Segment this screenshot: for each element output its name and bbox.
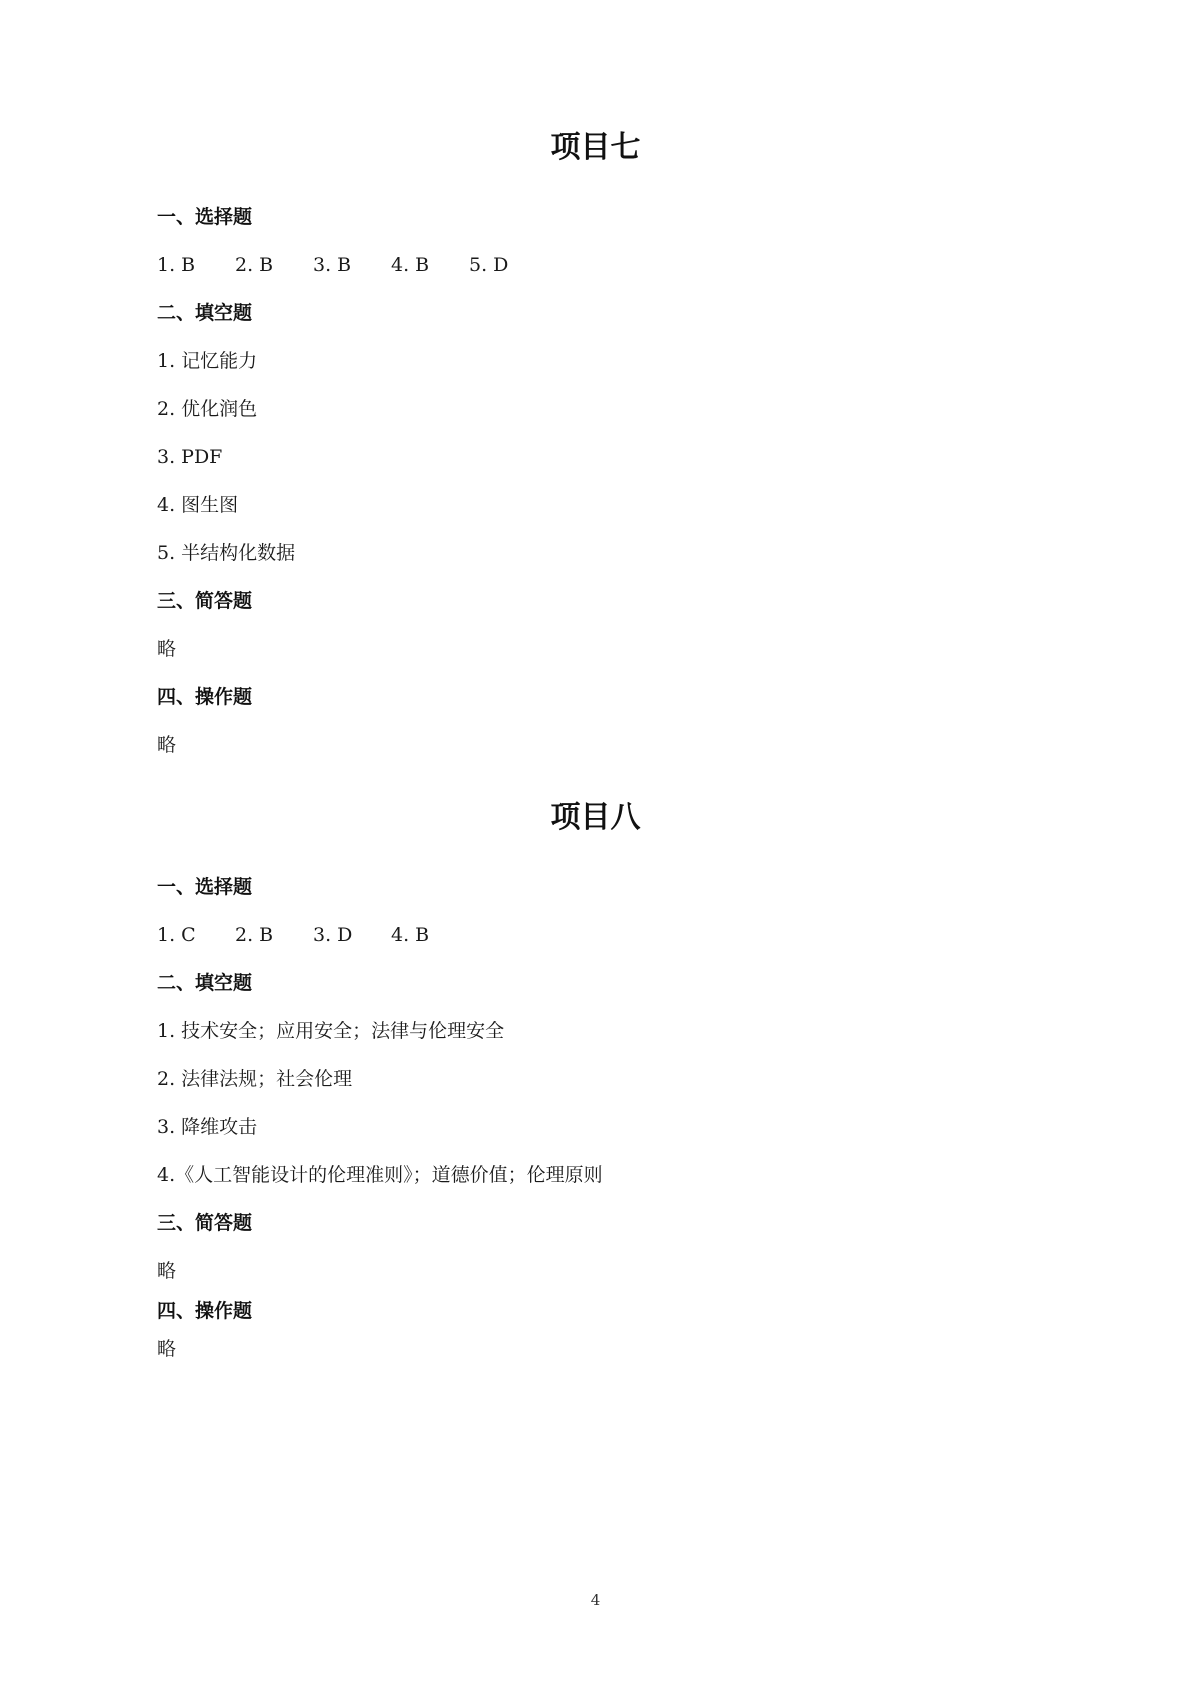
fill-answer: 4.《人工智能设计的伦理准则》；道德价值；伦理原则 xyxy=(157,1164,603,1186)
fill-answer: 2. 优化润色 xyxy=(157,398,258,420)
choice-answer: 2. B xyxy=(235,254,274,276)
heading-multiple-choice: 一、选择题 xyxy=(157,206,253,228)
fill-answer: 1. 记忆能力 xyxy=(157,350,258,372)
page-number: 4 xyxy=(590,1591,601,1609)
heading-fill-in-blank: 二、填空题 xyxy=(157,302,253,324)
choice-answer: 5. D xyxy=(469,254,509,276)
heading-multiple-choice: 一、选择题 xyxy=(157,876,253,898)
choice-answer: 2. B xyxy=(235,924,274,946)
heading-short-answer: 三、简答题 xyxy=(157,1212,253,1234)
heading-operation: 四、操作题 xyxy=(157,1300,253,1322)
fill-answer: 1. 技术安全；应用安全；法律与伦理安全 xyxy=(157,1020,505,1042)
operation-answer: 略 xyxy=(157,1338,177,1360)
choice-answers-row xyxy=(157,926,469,945)
heading-fill-in-blank: 二、填空题 xyxy=(157,972,253,994)
fill-answer: 3. 降维攻击 xyxy=(157,1116,258,1138)
fill-answer: 2. 法律法规；社会伦理 xyxy=(157,1068,353,1090)
section-title-project-8: 项目八 xyxy=(550,800,641,835)
fill-answer: 5. 半结构化数据 xyxy=(157,542,296,564)
short-answer: 略 xyxy=(157,1260,177,1282)
choice-answer: 3. D xyxy=(313,924,353,946)
choice-answer: 1. B xyxy=(157,254,196,276)
choice-answer: 4. B xyxy=(391,924,430,946)
choice-answers-row xyxy=(157,256,547,275)
fill-answer: 3. PDF xyxy=(157,446,223,468)
heading-short-answer: 三、简答题 xyxy=(157,590,253,612)
short-answer: 略 xyxy=(157,638,177,660)
operation-answer: 略 xyxy=(157,734,177,756)
heading-operation: 四、操作题 xyxy=(157,686,253,708)
section-title-project-7: 项目七 xyxy=(550,130,641,165)
choice-answer: 4. B xyxy=(391,254,430,276)
fill-answer: 4. 图生图 xyxy=(157,494,239,516)
choice-answer: 3. B xyxy=(313,254,352,276)
choice-answer: 1. C xyxy=(157,924,196,946)
